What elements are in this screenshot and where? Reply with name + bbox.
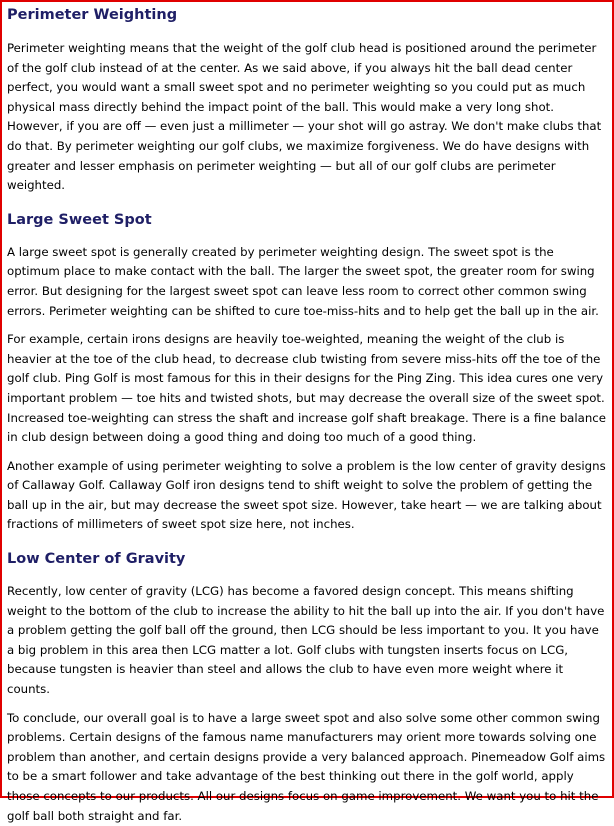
- paragraph: Another example of using perimeter weighting to solve a problem is the low center of gravity designs of Callaway Golf. Callaway Golf iron designs tend to shift weight to solve the problem of getting the ball up in the air, but may decrease the sweet spot size. However, take heart — we are talking about fractions of millimeters of sweet spot size here, not inches.: [7, 458, 606, 532]
- paragraph: Perimeter weighting means that the weight of the golf club head is positioned around the perimeter of the golf club instead of at the center. As we said above, if you always hit the ball dead center perfect, you would want a small sweet spot and no perimeter weighting so you could put as much physical mass directly behind the impact point of the ball. This would make a very long shot. However, if you are off — even just a millimeter — your shot will go astray. We don't make clubs that do that. By perimeter weighting our golf clubs, we maximize forgiveness. We do have designs with greater and lesser emphasis on perimeter weighting — but all of our golf clubs are perimeter weighted.: [7, 41, 602, 193]
- paragraph: For example, certain irons designs are heavily toe-weighted, meaning the weight of the club is heavier at the toe of the club head, to decrease club twisting from severe miss-hits off the toe of the golf club. Ping Golf is most famous for this in their designs for the Ping Zing. This idea cures one very important problem — toe hits and twisted shots, but may decrease the overall size of the sweet spot. Increased toe-weighting can stress the shaft and increase golf shaft breakage. There is a fine balance in club design between doing a good thing and doing too much of a good thing.: [7, 332, 606, 445]
- paragraph: Recently, low center of gravity (LCG) has become a favored design concept. This means shifting weight to the bottom of the club to increase the ability to hit the ball up into the air. If you don't have a problem getting the golf ball off the ground, then LCG should be less important to you. It you have a big problem in this area then LCG matter a lot. Golf clubs with tungsten inserts focus on LCG, because tungsten is heavier than steel and allows the club to have even more weight where it counts.: [7, 584, 605, 697]
- paragraph: A large sweet spot is generally created by perimeter weighting design. The sweet spot is the optimum place to make contact with the ball. The larger the sweet spot, the greater room for swing error. But designing for the largest sweet spot can leave less room to correct other common swing errors. Perimeter weighting can be shifted to cure toe-miss-hits and to help get the ball up in the air.: [7, 244, 599, 318]
- heading-perimeter-weighting: Perimeter Weighting: [7, 7, 178, 23]
- paragraph: To conclude, our overall goal is to have a large sweet spot and also solve some other common swing problems. Certain designs of the famous name manufacturers may orient more towards solving one problem than another, and certain designs provide a very balanced approach. Pinemeadow Golf aims to be a smart follower and take advantage of the best thinking out there in the golf world, apply those concepts to our products. All our designs focus on game improvement. We want you to hit the golf ball both straight and far.: [7, 710, 606, 823]
- heading-large-sweet-spot: Large Sweet Spot: [7, 211, 152, 228]
- heading-low-center-of-gravity: Low Center of Gravity: [7, 551, 186, 568]
